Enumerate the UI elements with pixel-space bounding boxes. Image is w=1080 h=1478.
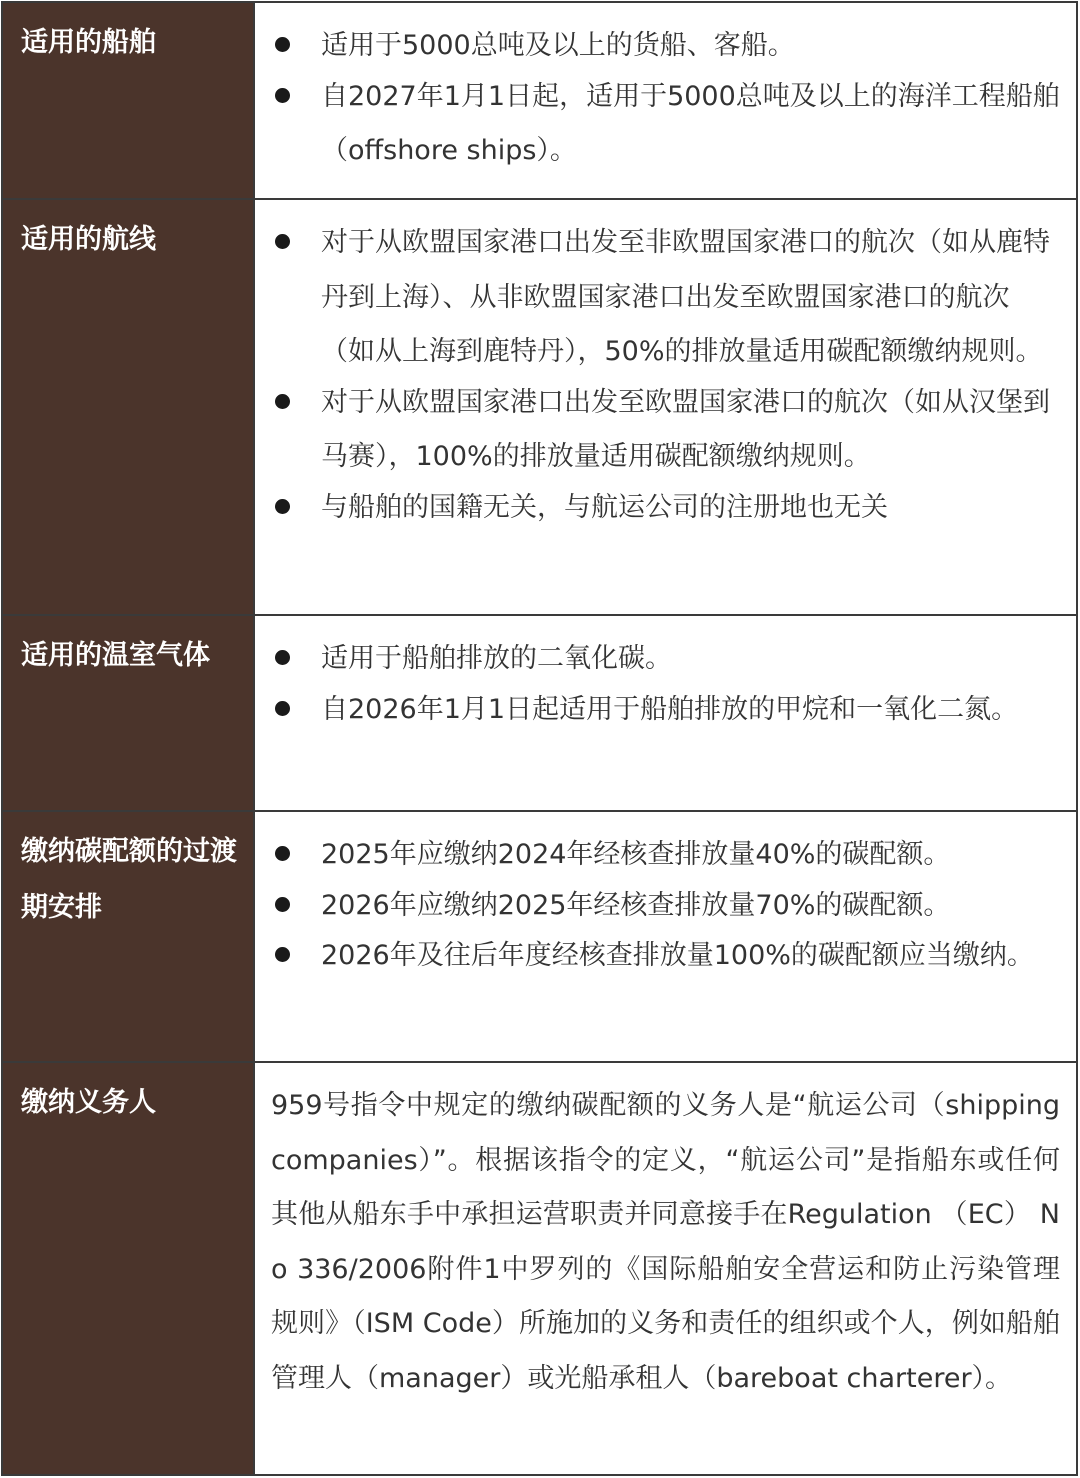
- list-item: [255, 376, 1060, 485]
- list-item: [255, 216, 1060, 380]
- list-item-text: 2025年应缴纳2024年经核查排放量40%的碳配额。: [321, 839, 951, 870]
- row-content-cell: [254, 811, 1077, 1062]
- bullet-list: [255, 632, 1060, 737]
- list-item: [255, 683, 1060, 738]
- row-label-cell: [2, 811, 254, 1062]
- table-row-gases: [2, 615, 1077, 811]
- table-row-transition: [2, 811, 1077, 1062]
- row-label: 缴纳义务人: [21, 1087, 156, 1118]
- list-item-text: 适用于5000总吨及以上的货船、客船。: [321, 30, 795, 61]
- row-label: 缴纳碳配额的过渡期安排: [21, 836, 237, 923]
- list-item-text: 2026年应缴纳2025年经核查排放量70%的碳配额。: [321, 889, 951, 921]
- list-item-text: 自2026年1月1日起适用于船舶排放的甲烷和一氧化二氮。: [321, 693, 1019, 725]
- bullet-icon: [275, 37, 290, 52]
- table-row-ships: [2, 2, 1077, 199]
- row-content-cell: [254, 615, 1077, 811]
- list-item: [255, 632, 1060, 687]
- bullet-icon: [275, 88, 290, 103]
- bullet-list: [255, 828, 1060, 984]
- list-item-text: 自2027年1月1日起，适用于5000总吨及以上的海洋工程船舶（offshore ships）。: [321, 80, 1060, 166]
- row-content-cell: [254, 199, 1077, 615]
- bullet-icon: [275, 234, 290, 249]
- row-content-cell: [254, 1062, 1077, 1475]
- row-label-cell: [2, 615, 254, 811]
- list-item-text: 与船舶的国籍无关，与航运公司的注册地也无关: [321, 491, 888, 523]
- list-item-text: 对于从欧盟国家港口出发至非欧盟国家港口的航次（如从鹿特丹到上海）、从非欧盟国家港口出发至欧盟国家港口的航次（如从上海到鹿特丹），50%的排放量适用碳配额缴纳规则。: [321, 227, 1050, 367]
- list-item: [255, 929, 1060, 984]
- bullet-icon: [275, 499, 290, 514]
- bullet-icon: [275, 897, 290, 912]
- table-row-obligor: [2, 1062, 1077, 1475]
- row-label: 适用的航线: [21, 224, 156, 255]
- bullet-icon: [275, 701, 290, 716]
- list-item-text: 适用于船舶排放的二氧化碳。: [321, 643, 672, 674]
- list-item-text: 对于从欧盟国家港口出发至欧盟国家港口的航次（如从汉堡到马赛），100%的排放量适用碳配额缴纳规则。: [321, 386, 1050, 472]
- bullet-list: [255, 19, 1060, 179]
- paragraph-text: 959号指令中规定的缴纳碳配额的义务人是“航运公司（shipping companies）”。根据该指令的定义，“航运公司”是指船东或任何其他从船东手中承担运营职责并同意接手在Regulation （EC） No 336/2006附件1中罗列的《国际船舶安全营运和防止污染管理规则》（ISM Code）所施加的义务和责任的组织或个人，例如船舶管理人（manager）或光船承租人（bareboat charterer）。: [271, 1090, 1060, 1394]
- list-item-text: 2026年及往后年度经核查排放量100%的碳配额应当缴纳。: [321, 940, 1034, 971]
- row-content-cell: [254, 2, 1077, 199]
- list-item: [255, 828, 1060, 883]
- list-item: [255, 19, 1060, 74]
- bullet-icon: [275, 846, 290, 861]
- row-label: 适用的船舶: [21, 27, 156, 58]
- bullet-icon: [275, 650, 290, 665]
- row-label: 适用的温室气体: [21, 640, 210, 671]
- list-item: [255, 481, 1060, 536]
- bullet-icon: [275, 394, 290, 409]
- row-label-cell: [2, 2, 254, 199]
- table-row-routes: [2, 199, 1077, 615]
- bullet-icon: [275, 947, 290, 962]
- list-item: [255, 879, 1060, 934]
- list-item: [255, 70, 1060, 179]
- regulation-table: [1, 1, 1078, 1476]
- bullet-list: [255, 216, 1060, 535]
- row-label-cell: [2, 1062, 254, 1475]
- row-label-cell: [2, 199, 254, 615]
